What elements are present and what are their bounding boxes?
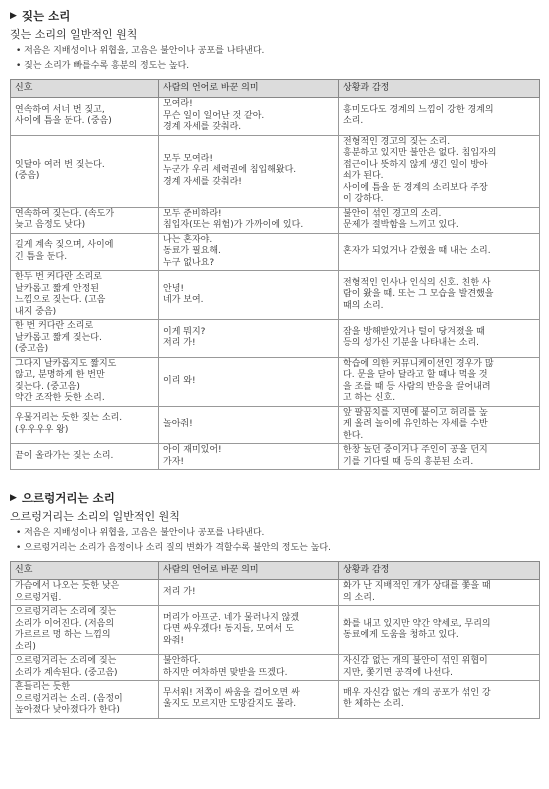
signal-cell: 잇달아 여러 번 짖는다. (중음) bbox=[11, 135, 159, 207]
situation-cell: 화를 내고 있지만 약간 약세로, 무리의 동료에게 도움을 청하고 있다. bbox=[339, 606, 540, 655]
table-row bbox=[11, 444, 540, 470]
meaning-cell: 안녕! 네가 보여. bbox=[159, 271, 339, 320]
triangle-bullet-icon: ▶ bbox=[10, 11, 17, 21]
table-row bbox=[11, 357, 540, 406]
table-row bbox=[11, 135, 540, 207]
header-meaning: 사람의 언어로 바꾼 의미 bbox=[159, 80, 339, 98]
meaning-cell: 모여라! 무슨 일이 일어난 것 같아. 경계 자세를 갖춰라. bbox=[159, 98, 339, 136]
situation-cell: 혼자가 되었거나 갇혔을 때 내는 소리. bbox=[339, 233, 540, 271]
signal-cell: 흔들리는 듯한 으르렁거리는 소리. (음정이 높아졌다 낮아졌다가 한다) bbox=[11, 681, 159, 719]
table-row bbox=[11, 406, 540, 444]
principle-heading: 짖는 소리의 일반적인 원칙 bbox=[10, 28, 138, 41]
principle-bullet: • 저음은 지배성이나 위협을, 고음은 불안이나 공포를 나타낸다. bbox=[16, 46, 265, 56]
table-row bbox=[11, 271, 540, 320]
principle-bullet: • 으르렁거리는 소리가 음정이나 소리 질의 변화가 격할수록 불안의 정도는 높다. bbox=[16, 543, 331, 553]
section-title bbox=[10, 8, 539, 24]
meaning-cell: 무서워! 저쪽이 싸움을 걸어오면 싸 울지도 모르지만 도망갈지도 몰라. bbox=[159, 681, 339, 719]
situation-cell: 자신감 없는 개의 불안이 섞인 위협이 지만, 쫓기면 공격에 나선다. bbox=[339, 655, 540, 681]
signal-cell: 으르렁거리는 소리에 짖는 소리가 이어진다. (저음의 가르르르 멍 하는 느낌의 소리) bbox=[11, 606, 159, 655]
meaning-cell: 이리 와! bbox=[159, 357, 339, 406]
triangle-bullet-icon: ▶ bbox=[10, 493, 17, 503]
header-meaning: 사람의 언어로 바꾼 의미 bbox=[159, 562, 339, 580]
signal-cell: 끝이 올라가는 짖는 소리. bbox=[11, 444, 159, 470]
meaning-cell: 저리 가! bbox=[159, 580, 339, 606]
table-header-row bbox=[11, 562, 540, 580]
section-title-text: 짖는 소리 bbox=[21, 9, 71, 23]
section-title-text: 으르렁거리는 소리 bbox=[21, 491, 115, 505]
table-row bbox=[11, 681, 540, 719]
situation-cell: 잠을 방해받았거나 털이 당겨졌을 때 등의 성가신 기분을 나타내는 소리. bbox=[339, 320, 540, 358]
table-header-row bbox=[11, 80, 540, 98]
situation-cell: 화가 난 지배적인 개가 상대를 쫓을 때 의 소리. bbox=[339, 580, 540, 606]
signal-cell: 우물거리는 듯한 짖는 소리. (우우우우 왕) bbox=[11, 406, 159, 444]
signal-cell: 길게 계속 짖으며, 사이에 긴 틈을 둔다. bbox=[11, 233, 159, 271]
header-signal: 신호 bbox=[11, 562, 159, 580]
table-row bbox=[11, 98, 540, 136]
principle-heading: 으르렁거리는 소리의 일반적인 원칙 bbox=[10, 510, 180, 523]
section-growling bbox=[10, 490, 539, 719]
meaning-cell: 놀아줘! bbox=[159, 406, 339, 444]
table-row bbox=[11, 580, 540, 606]
header-situation: 상황과 감정 bbox=[339, 80, 540, 98]
signal-cell: 연속하여 짖는다. (속도가 늦고 음정도 낮다) bbox=[11, 207, 159, 233]
signal-cell: 한 번 커다란 소리로 날카롭고 짧게 짖는다. (중고음) bbox=[11, 320, 159, 358]
meaning-cell: 이게 뭐지? 저리 가! bbox=[159, 320, 339, 358]
situation-cell: 매우 자신감 없는 개의 공포가 섞인 강 한 체하는 소리. bbox=[339, 681, 540, 719]
situation-cell: 한창 놀던 중이거나 주인이 공을 던지 기를 기다릴 때 등의 흥분된 소리. bbox=[339, 444, 540, 470]
meaning-cell: 모두 준비하라! 침입자(또는 위험)가 가까이에 있다. bbox=[159, 207, 339, 233]
section-barking bbox=[10, 8, 539, 470]
signal-cell: 으르렁거리는 소리에 짖는 소리가 계속된다. (중고음) bbox=[11, 655, 159, 681]
meaning-cell: 머리가 아프군. 네가 물러나지 않겠 다면 싸우겠다! 동지들, 모여서 도 와줘! bbox=[159, 606, 339, 655]
header-situation: 상황과 감정 bbox=[339, 562, 540, 580]
meaning-cell: 모두 모여라! 누군가 우리 세력권에 침입해왔다. 경계 자세를 갖춰라! bbox=[159, 135, 339, 207]
situation-cell: 전형적인 경고의 짖는 소리. 흥분하고 있지만 불안은 없다. 침입자의 접근이나 뜻하지 않게 생긴 일이 방아 쇠가 된다. 사이에 틈을 둔 경계의 소리보다 주장 이 강하다. bbox=[339, 135, 540, 207]
meaning-cell: 나는 혼자야. 동료가 필요해. 누구 없나요? bbox=[159, 233, 339, 271]
barking-table bbox=[10, 79, 540, 470]
table-row bbox=[11, 320, 540, 358]
table-row bbox=[11, 207, 540, 233]
situation-cell: 앞 팔꿈치를 지면에 붙이고 허리를 높 게 올려 놀이에 유인하는 자세를 수반 한다. bbox=[339, 406, 540, 444]
principle-bullet: • 짖는 소리가 빠를수록 흥분의 정도는 높다. bbox=[16, 61, 190, 71]
table-row bbox=[11, 233, 540, 271]
header-signal: 신호 bbox=[11, 80, 159, 98]
table-row bbox=[11, 606, 540, 655]
principle-bullet: • 저음은 지배성이나 위협을, 고음은 불안이나 공포를 나타낸다. bbox=[16, 528, 265, 538]
signal-cell: 가슴에서 나오는 듯한 낮은 으르렁거림. bbox=[11, 580, 159, 606]
signal-cell: 한두 번 커다란 소리로 날카롭고 짧게 안정된 느낌으로 짖는다. (고음 내지 중음) bbox=[11, 271, 159, 320]
meaning-cell: 불안하다. 하지만 여차하면 맞받을 뜨겠다. bbox=[159, 655, 339, 681]
signal-cell: 연속하여 서너 번 짖고, 사이에 틈을 둔다. (중음) bbox=[11, 98, 159, 136]
situation-cell: 학습에 의한 커뮤니케이션인 경우가 많 다. 문을 닫아 달라고 할 때나 먹을 것 을 조를 때 등 사람의 반응을 끌어내려 고 하는 신호. bbox=[339, 357, 540, 406]
situation-cell: 불안이 섞인 경고의 소리. 문제가 절박함을 느끼고 있다. bbox=[339, 207, 540, 233]
meaning-cell: 아이 재미있어! 가자! bbox=[159, 444, 339, 470]
table-row bbox=[11, 655, 540, 681]
situation-cell: 흥미도다도 경계의 느낌이 강한 경계의 소리. bbox=[339, 98, 540, 136]
section-title bbox=[10, 490, 539, 506]
growling-table bbox=[10, 561, 540, 719]
situation-cell: 전형적인 인사나 인식의 신호. 친한 사 람이 왔을 때. 또는 그 모습을 발견했을 때의 소리. bbox=[339, 271, 540, 320]
signal-cell: 그다지 날카롭지도 짧지도 않고, 분명하게 한 번만 짖는다. (중고음) 약간 조작한 듯한 소리. bbox=[11, 357, 159, 406]
